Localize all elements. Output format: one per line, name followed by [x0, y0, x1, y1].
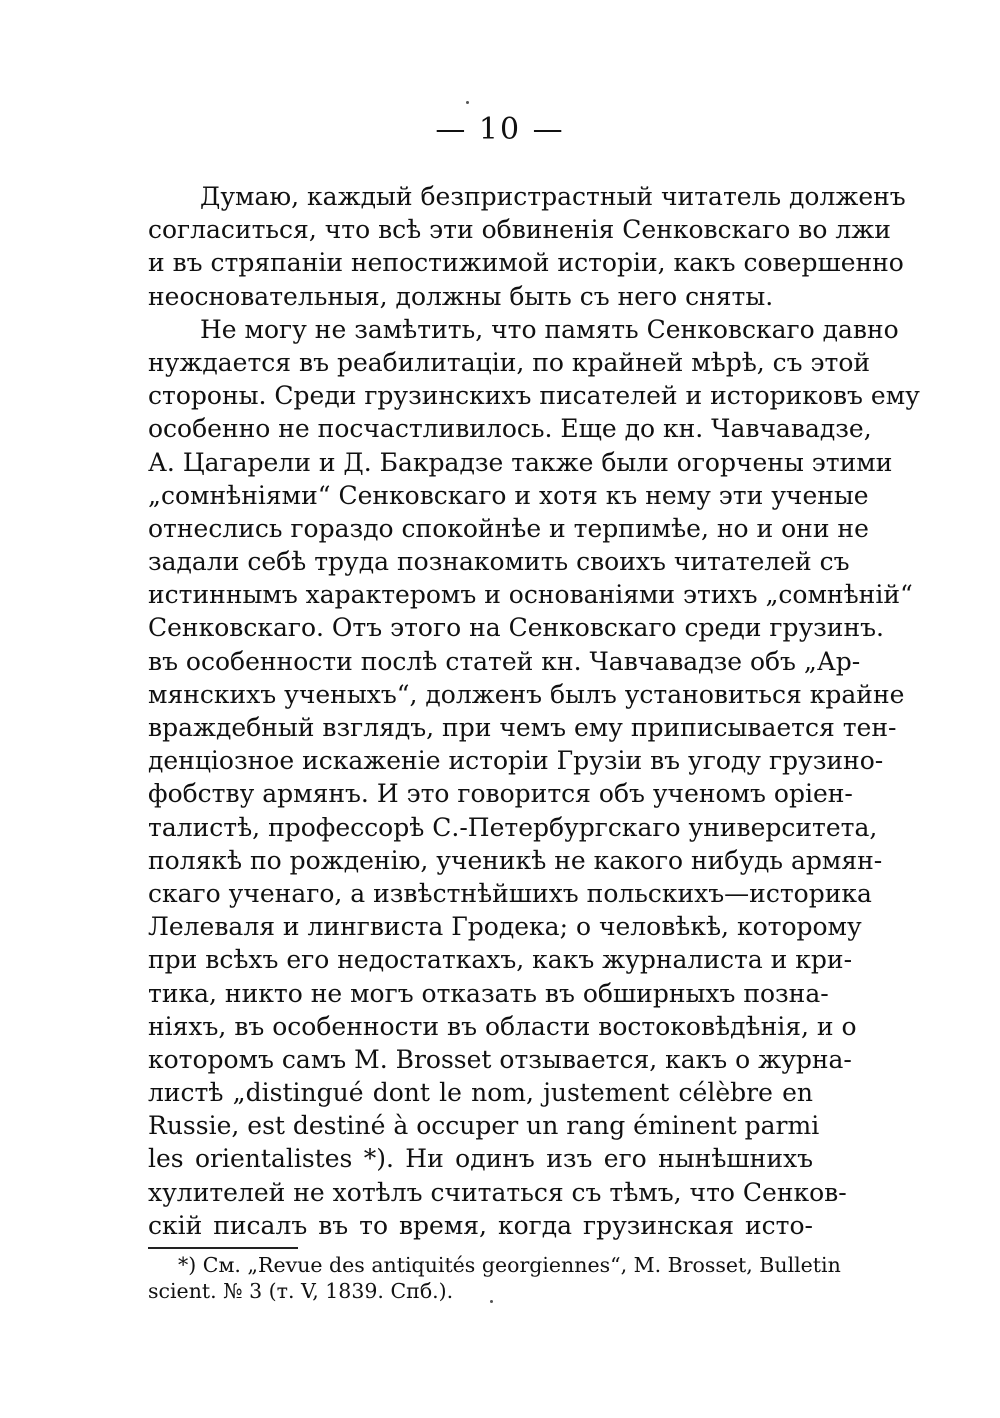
text-line: тика, никто не могъ отказать въ обширныхъ позна-	[148, 978, 829, 1008]
text-line: при всѣхъ его недостаткахъ, какъ журналиста и кри-	[148, 945, 853, 975]
text-line: истиннымъ характеромъ и основаніями этихъ „сомнѣній“	[148, 580, 913, 610]
print-speck	[466, 101, 469, 104]
text-line: отнеслись гораздо спокойнѣе и терпимѣе, но и они не	[148, 513, 869, 543]
text-line: les orientalistes *). Ни одинъ изъ его нынѣшнихъ	[148, 1144, 813, 1174]
page-number: — 10 —	[435, 112, 565, 147]
text-line: скій писалъ въ то время, когда грузинская исто-	[148, 1210, 813, 1240]
text-line: А. Цагарели и Д. Бакрадзе также были огорчены этими	[148, 447, 893, 477]
print-speck	[490, 1300, 493, 1303]
text-line: враждебный взглядъ, при чемъ ему приписывается тен-	[148, 713, 897, 742]
footnote	[148, 1252, 841, 1304]
text-line: стороны. Среди грузинскихъ писателей и историковъ ему	[148, 381, 920, 411]
text-line: Сенковскаго. Отъ этого на Сенковскаго среди грузинъ.	[148, 613, 884, 643]
text-line: ніяхъ, въ особенности въ области востоковѣдѣнія, и о	[148, 1011, 857, 1041]
text-line: Russie, est destiné à occuper un rang éminent parmi	[148, 1111, 820, 1141]
text-line: хулителей не хотѣлъ считаться съ тѣмъ, что Сенков-	[148, 1177, 847, 1207]
text-line: полякѣ по рожденію, ученикѣ не какого нибудь армян-	[148, 845, 883, 875]
text-line: талистѣ, профессорѣ С.-Петербургскаго университета,	[148, 812, 878, 842]
text-line: особенно не посчастливилось. Еще до кн. Чавчавадзе,	[148, 414, 872, 444]
text-line: Не могу не замѣтить, что память Сенковскаго давно	[200, 314, 899, 344]
text-line: „сомнѣніями“ Сенковскаго и хотя къ нему эти ученые	[148, 480, 869, 510]
text-line: Думаю, каждый безпристрастный читатель долженъ	[200, 182, 906, 211]
text-line: фобству армянъ. И это говорится объ ученомъ оріен-	[148, 779, 853, 809]
text-line: нуждается въ реабилитаціи, по крайней мѣрѣ, съ этой	[148, 347, 871, 377]
footnote-line: scient. № 3 (т. V, 1839. Спб.).	[148, 1279, 454, 1303]
text-line: денціозное искаженіе исторіи Грузіи въ угоду грузино-	[148, 746, 884, 776]
text-line: неосновательныя, должны быть съ него сняты.	[148, 281, 774, 311]
text-line: которомъ самъ M. Brosset отзывается, какъ о журна-	[148, 1044, 852, 1074]
main-text	[148, 180, 920, 1242]
footnote-divider	[148, 1247, 298, 1249]
text-line: скаго ученаго, а извѣстнѣйшихъ польскихъ—историка	[148, 878, 872, 908]
text-line: листѣ „distingué dont le nom, justement célèbre en	[148, 1078, 813, 1108]
text-line: мянскихъ ученыхъ“, долженъ былъ установиться крайне	[148, 679, 905, 709]
text-line: въ особенности послѣ статей кн. Чавчавадзе объ „Ар-	[148, 646, 861, 676]
text-line: Лелеваля и лингвиста Гродека; о человѣкѣ, которому	[148, 912, 862, 942]
text-line: согласиться, что всѣ эти обвиненія Сенковскаго во лжи	[148, 215, 891, 245]
text-line: задали себѣ труда познакомить своихъ читателей съ	[148, 547, 850, 577]
footnote-line: *) См. „Revue des antiquités georgiennes“, M. Brosset, Bulletin	[178, 1253, 841, 1277]
text-line: и въ стряпаніи непостижимой исторіи, какъ совершенно	[148, 248, 904, 278]
